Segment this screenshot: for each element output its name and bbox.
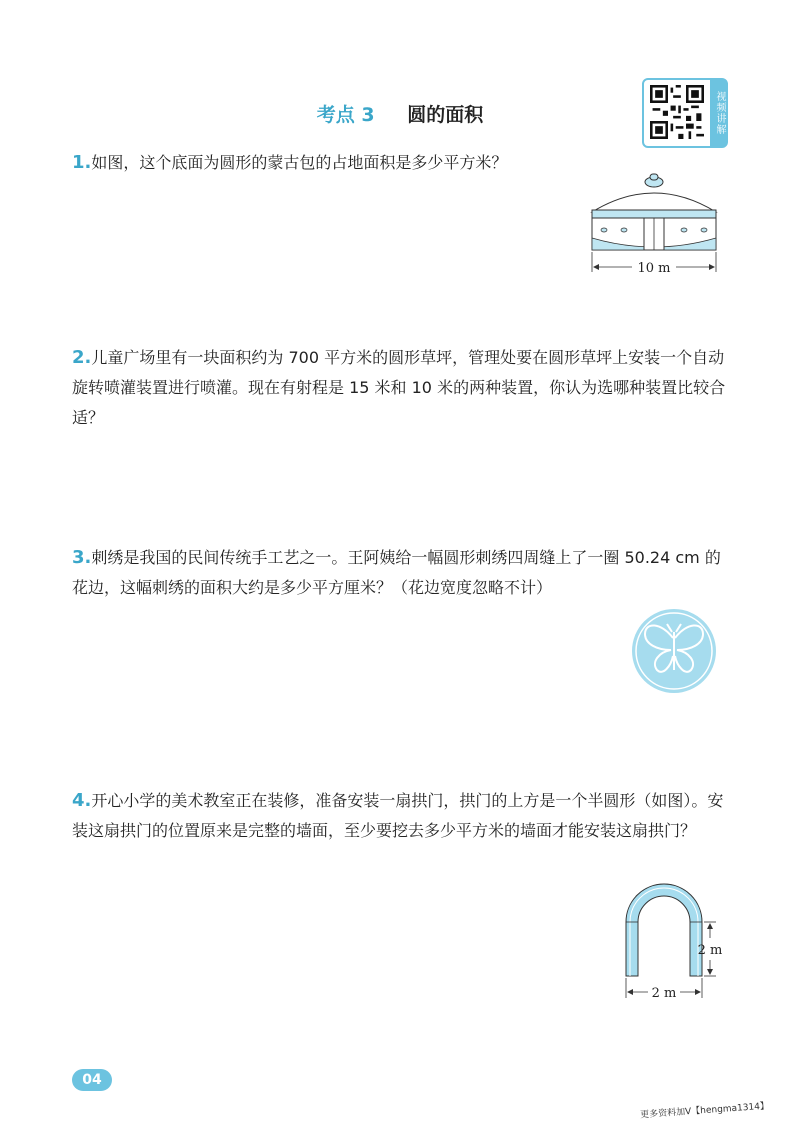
question-4 bbox=[72, 786, 732, 846]
section-label: 考点 3 bbox=[316, 104, 375, 126]
arch-width-label: 2 m bbox=[651, 986, 677, 1001]
question-number: 1. bbox=[72, 152, 92, 173]
footer-note: 更多资料加V【hengma1314】 bbox=[639, 1101, 770, 1121]
question-2 bbox=[72, 343, 732, 433]
qr-code-icon bbox=[650, 85, 704, 139]
question-text: 儿童广场里有一块面积约为 700 平方米的圆形草坪，管理处要在圆形草坪上安装一个自动旋转喷灌装置进行喷灌。现在有射程是 15 米和 10 米的两种装置，你认为选哪种装置比较合适？ bbox=[72, 348, 726, 427]
question-number: 3. bbox=[72, 547, 92, 568]
question-text: 刺绣是我国的民间传统手工艺之一。王阿姨给一幅圆形刺绣四周缝上了一圈 50.24 cm 的花边，这幅刺绣的面积大约是多少平方厘米？（花边宽度忽略不计） bbox=[72, 548, 721, 597]
arch-height-label: 2 m bbox=[697, 943, 723, 958]
section-title: 圆的面积 bbox=[407, 104, 484, 126]
arch-figure bbox=[614, 876, 726, 1002]
qr-side-label: 视频讲解 bbox=[710, 80, 726, 146]
page-number: 04 bbox=[72, 1069, 112, 1091]
yurt-figure bbox=[584, 172, 724, 280]
question-text: 开心小学的美术教室正在装修，准备安装一扇拱门，拱门的上方是一个半圆形（如图）。安装这扇拱门的位置原来是完整的墙面，至少要挖去多少平方米的墙面才能安装这扇拱门？ bbox=[72, 791, 724, 840]
question-3 bbox=[72, 543, 732, 603]
question-number: 4. bbox=[72, 790, 92, 811]
embroidery-figure bbox=[631, 608, 717, 694]
question-text: 如图，这个底面为圆形的蒙古包的占地面积是多少平方米？ bbox=[91, 153, 508, 172]
yurt-width-label: 10 m bbox=[637, 261, 671, 276]
question-number: 2. bbox=[72, 347, 92, 368]
qr-code-video[interactable] bbox=[642, 78, 728, 148]
